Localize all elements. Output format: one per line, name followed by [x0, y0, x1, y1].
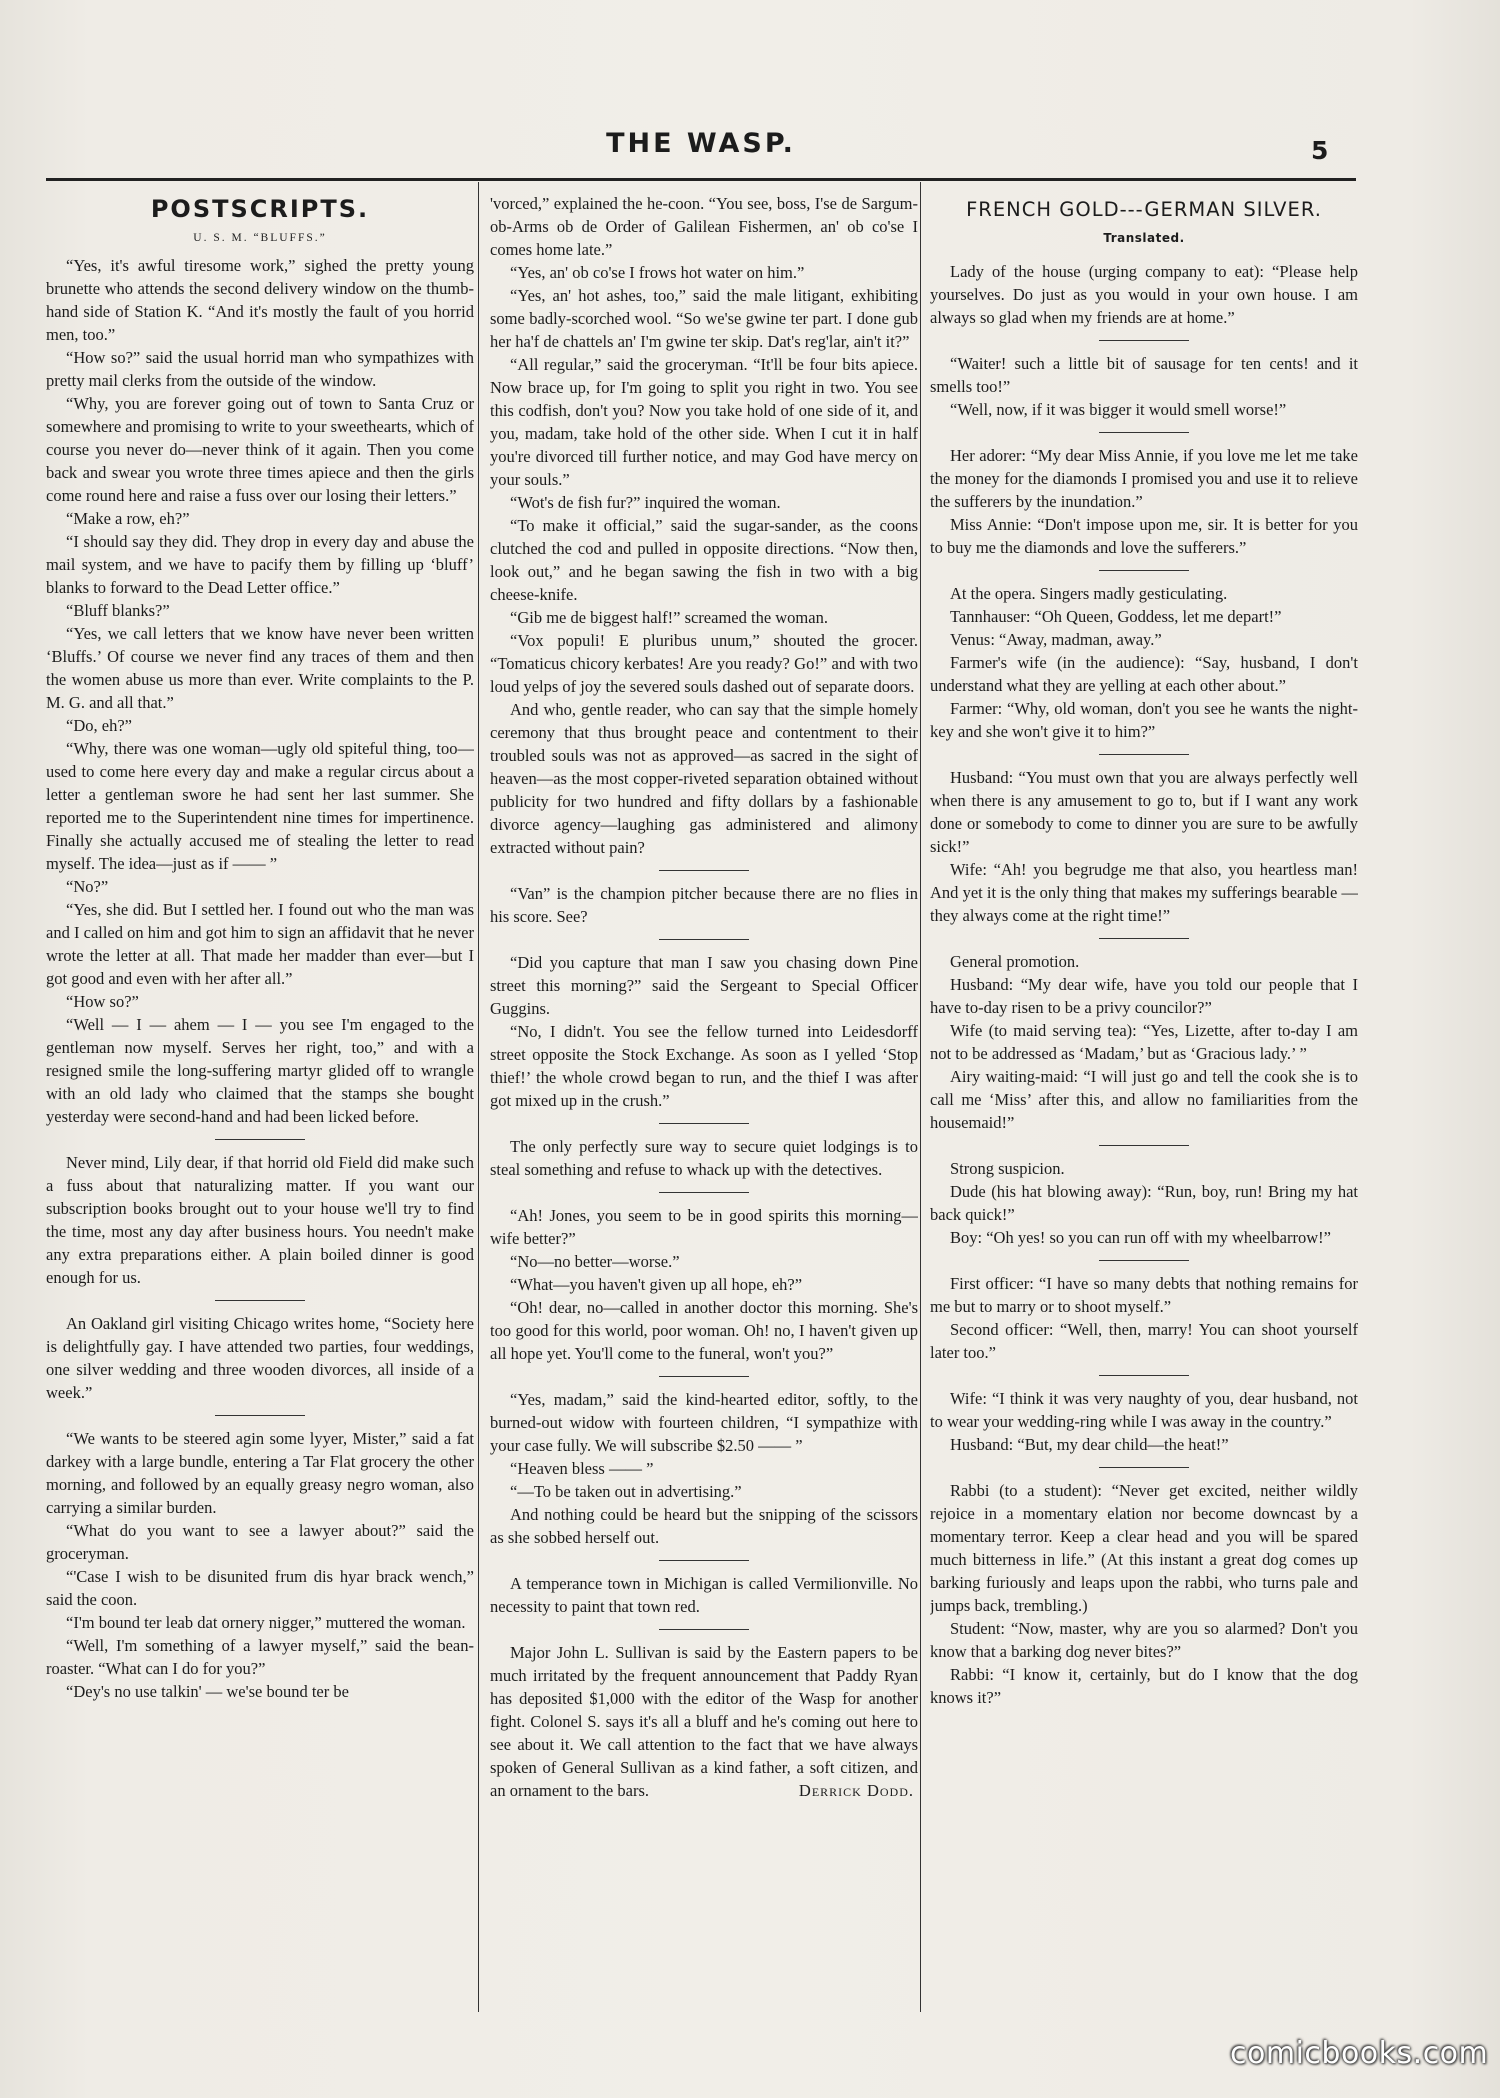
paragraph: “No—no better—worse.” [510, 1252, 680, 1271]
postscripts-subhead: U. S. M. “BLUFFS.” [193, 232, 327, 244]
section-divider [659, 1123, 749, 1124]
paragraph: “Gib me de biggest half!” screamed the woman. [510, 608, 828, 627]
paragraph: Wife: “I think it was very naughty of you, dear husband, not to wear your wedding-ring while I was away in the country.” [930, 1389, 1358, 1431]
paragraph: “All regular,” said the groceryman. “It'll be four bits apiece. Now brace up, for I'm going to split you right in two. You see this codfish, don't you? Now you take hold of one side of it, and you, madam, take hold of the other side. When I cut it in half you're divorced till further notice, and may God have mercy on your souls.” [490, 355, 918, 489]
section-divider [215, 1139, 305, 1140]
paragraph: “Wot's de fish fur?” inquired the woman. [510, 493, 781, 512]
paragraph: “—To be taken out in advertising.” [510, 1482, 742, 1501]
paragraph: “How so?” said the usual horrid man who sympathizes with pretty mail clerks from the outside of the window. [46, 348, 474, 390]
paragraph: Rabbi (to a student): “Never get excited, neither wildly rejoice in a momentary elation nor become downcast by a momentary terror. Keep a clear head and you will be spared much bitterness in life.” (At this instant a great dog comes up barking furiously and leaps upon the rabbi, who turns pale and jumps back, trembling.) [930, 1481, 1358, 1615]
section-divider [1099, 340, 1189, 341]
section-divider [1099, 1375, 1189, 1376]
paragraph: “Yes, she did. But I settled her. I found out who the man was and I called on him and got him to sign an affidavit that he never wrote the letter at all. That made her madder than ever—but I got good and even with her after all.” [46, 900, 474, 988]
paragraph: Husband: “But, my dear child—the heat!” [950, 1435, 1229, 1454]
section-divider [1099, 1467, 1189, 1468]
paragraph: “Ah! Jones, you seem to be in good spirits this morning—wife better?” [490, 1206, 918, 1248]
paragraph: “No, I didn't. You see the fellow turned into Leidesdorff street opposite the Stock Exchange. As soon as I yelled ‘Stop thief!’ the whole crowd began to run, and the thief I was after got mixed up in the crush.” [490, 1022, 918, 1110]
section-divider [1099, 1145, 1189, 1146]
paragraph: “To make it official,” said the sugar-sander, as the coons clutched the cod and pulled in opposite directions. “Now then, look out,” and he began sawing the fish in two with a big cheese-knife. [490, 516, 918, 604]
paragraph: The only perfectly sure way to secure quiet lodgings is to steal something and refuse to whack up with the detectives. [490, 1137, 918, 1179]
section-divider [659, 939, 749, 940]
paragraph: An Oakland girl visiting Chicago writes home, “Society here is delightfully gay. I have attended two parties, four weddings, one silver wedding and three wooden divorces, all inside of a week.” [46, 1314, 474, 1402]
paragraph: “Yes, it's awful tiresome work,” sighed the pretty young brunette who attends the second delivery window on the thumb-hand side of Station K. “And it's mostly the fault of you horrid men, too.” [46, 256, 474, 344]
paragraph: “Well, I'm something of a lawyer myself,” said the bean-roaster. “What can I do for you?” [46, 1636, 474, 1678]
paragraph: Wife: “Ah! you begrudge me that also, you heartless man! And yet it is the only thing that makes my sufferings bearable — they always come at the right time!” [930, 860, 1358, 925]
paragraph: First officer: “I have so many debts that nothing remains for me but to marry or to shoot myself.” [930, 1274, 1358, 1316]
section-divider [215, 1300, 305, 1301]
paragraph: Husband: “You must own that you are always perfectly well when there is any amusement to go to, but if I want any work done or somebody to come to dinner you are sure to be awfully sick!” [930, 768, 1358, 856]
paragraph: “What—you haven't given up all hope, eh?” [510, 1275, 803, 1294]
paragraph: And who, gentle reader, who can say that the simple homely ceremony that thus brought peace and contentment to their troubled souls was not as approved—as sacred in the sight of heaven—as the most copper-riveted separation obtained without publicity for two hundred and fifty dollars by a fashionable divorce agency—laughing gas administered and alimony extracted without pain? [490, 700, 918, 857]
paragraph: “How so?” [66, 992, 139, 1011]
paragraph: “I'm bound ter leab dat ornery nigger,” muttered the woman. [66, 1613, 466, 1632]
header-rule [46, 178, 1356, 181]
section-divider [659, 870, 749, 871]
paragraph: “Vox populi! E pluribus unum,” shouted the grocer. “Tomaticus chicory kerbates! Are you ready? Go!” and with two loud yelps of joy the severed souls dashed out of separate doors. [490, 631, 918, 696]
paragraph: And nothing could be heard but the snipping of the scissors as she sobbed herself out. [490, 1505, 918, 1547]
paragraph: “Yes, we call letters that we know have never been written ‘Bluffs.’ Of course we never find any traces of them and then the women abuse us more than ever. Write complaints to the P. M. G. and all that.” [46, 624, 474, 712]
paragraph: “What do you want to see a lawyer about?” said the groceryman. [46, 1521, 474, 1563]
paragraph: “Van” is the champion pitcher because there are no flies in his score. See? [490, 884, 918, 926]
paragraph: Farmer's wife (in the audience): “Say, husband, I don't understand what they are yelling at each other about.” [930, 653, 1358, 695]
paragraph: Student: “Now, master, why are you so alarmed? Don't you know that a barking dog never bites?” [930, 1619, 1358, 1661]
running-head: THE WASP. [606, 128, 796, 159]
section-divider [1099, 1260, 1189, 1261]
watermark: comicbooks.com [1230, 2036, 1489, 2071]
paragraph: “'Case I wish to be disunited frum dis hyar brack wench,” said the coon. [46, 1567, 474, 1609]
section-divider [215, 1415, 305, 1416]
paragraph: At the opera. Singers madly gesticulating. [950, 584, 1228, 603]
paragraph: “Why, you are forever going out of town to Santa Cruz or somewhere and promising to write to your sweethearts, which of course you never do—never think of it again. Then you come back and swear you wrote three times apiece and then the girls come round here and raise a fuss over our losing their letters.” [46, 394, 474, 505]
column-rule-1 [478, 182, 479, 2012]
column-1 [46, 192, 474, 2022]
paragraph: Venus: “Away, madman, away.” [950, 630, 1162, 649]
paragraph: 'vorced,” explained the he-coon. “You see, boss, I'se de Sargum-ob-Arms ob de Order of Galilean Fishermen, an' ob co'se I comes home late.” [490, 194, 918, 259]
paragraph: Airy waiting-maid: “I will just go and tell the cook she is to call me ‘Miss’ after this, and allow no familiarities from the housemaid!” [930, 1067, 1358, 1132]
paragraph: “Waiter! such a little bit of sausage for ten cents! and it smells too!” [930, 354, 1358, 396]
section-divider [1099, 754, 1189, 755]
section-divider [659, 1560, 749, 1561]
section-divider [659, 1376, 749, 1377]
section-divider [1099, 938, 1189, 939]
paragraph: “Yes, an' hot ashes, too,” said the male litigant, exhibiting some badly-scorched wool. “So we'se gwine ter part. I done gub her ha'f de chattels an' I'm gwine ter skip. Dat's reg'lar, ain't it?” [490, 286, 918, 351]
paragraph: Second officer: “Well, then, marry! You can shoot yourself later too.” [930, 1320, 1358, 1362]
paragraph: Rabbi: “I know it, certainly, but do I know that the dog knows it?” [930, 1665, 1358, 1707]
translated-subhead: Translated. [1103, 231, 1185, 245]
paragraph: Miss Annie: “Don't impose upon me, sir. It is better for you to buy me the diamonds and love the sufferers.” [930, 515, 1358, 557]
paragraph: “Why, there was one woman—ugly old spiteful thing, too—used to come here every day and make a regular circus about a letter a gentleman swore he had sent her last summer. She reported me to the Superintendent nine times for impertinence. Finally she actually accused me of stealing the letter to read myself. The idea—just as if —— ” [46, 739, 474, 873]
paragraph: “Well — I — ahem — I — you see I'm engaged to the gentleman now myself. Serves her right, too,” and with a resigned smile the long-suffering martyr glided off to wrangle with an old lady who claimed that the stamps she bought yesterday were second-hand and had been licked before. [46, 1015, 474, 1126]
paragraph: Husband: “My dear wife, have you told our people that I have to-day risen to be a privy councilor?” [930, 975, 1358, 1017]
paragraph: “We wants to be steered agin some lyyer, Mister,” said a fat darkey with a large bundle, entering a Tar Flat grocery the other morning, and followed by an equally greasy negro woman, also carrying a similar burden. [46, 1429, 474, 1517]
paragraph: Dude (his hat blowing away): “Run, boy, run! Bring my hat back quick!” [930, 1182, 1358, 1224]
paragraph: Her adorer: “My dear Miss Annie, if you love me let me take the money for the diamonds I promised you and use it to relieve the sufferers by the inundation.” [930, 446, 1358, 511]
paragraph: Tannhauser: “Oh Queen, Goddess, let me depart!” [950, 607, 1282, 626]
paragraph: Wife (to maid serving tea): “Yes, Lizette, after to-day I am not to be addressed as ‘Madam,’ but as ‘Gracious lady.’ ” [930, 1021, 1358, 1063]
column-rule-2 [920, 182, 921, 2012]
paragraph: “Well, now, if it was bigger it would smell worse!” [950, 400, 1287, 419]
paragraph: Boy: “Oh yes! so you can run off with my wheelbarrow!” [950, 1228, 1331, 1247]
paragraph: “Bluff blanks?” [66, 601, 170, 620]
page-number: 5 [1311, 136, 1329, 165]
paragraph: Major John L. Sullivan is said by the Eastern papers to be much irritated by the frequent announcement that Paddy Ryan has deposited $1,000 with the editor of the Wasp for another fight. Colonel S. says it's all a bluff and he's coming out here to see about it. We call attention to the fact that we have always spoken of General Sullivan as a kind father, a soft citizen, and an ornament to the bars. [490, 1643, 918, 1800]
postscripts-title: POSTSCRIPTS. [150, 195, 370, 223]
paragraph: “Dey's no use talkin' — we'se bound ter be [66, 1682, 349, 1701]
paragraph: “Do, eh?” [66, 716, 132, 735]
paragraph: “Yes, madam,” said the kind-hearted editor, softly, to the burned-out widow with fourteen children, “I sympathize with your case fully. We will subscribe $2.50 —— ” [490, 1390, 918, 1455]
paragraph: Lady of the house (urging company to eat): “Please help yourselves. Do just as you would in your own house. I am always so glad when my friends are at home.” [930, 262, 1358, 327]
paragraph: “Heaven bless —— ” [510, 1459, 654, 1478]
paragraph: Farmer: “Why, old woman, don't you see he wants the night-key and she won't give it to him?” [930, 699, 1358, 741]
paragraph: “Make a row, eh?” [66, 509, 190, 528]
paragraph: “Yes, an' ob co'se I frows hot water on him.” [510, 263, 805, 282]
byline: Derrick Dodd. [798, 1781, 914, 1800]
section-divider [659, 1629, 749, 1630]
section-divider [659, 1192, 749, 1193]
paragraph: “No?” [66, 877, 109, 896]
paragraph: “I should say they did. They drop in every day and abuse the mail system, and we have to pacify them by filling up ‘bluff’ blanks to forward to the Dead Letter office.” [46, 532, 474, 597]
french-gold-title: FRENCH GOLD---GERMAN SILVER. [966, 198, 1322, 221]
paragraph: “Did you capture that man I saw you chasing down Pine street this morning?” said the Sergeant to Special Officer Guggins. [490, 953, 918, 1018]
section-divider [1099, 570, 1189, 571]
paragraph: Never mind, Lily dear, if that horrid old Field did make such a fuss about that naturalizing matter. If you want our subscription books brought out to your house we'll try to find the time, most any day after business hours. You needn't make any extra preparations either. A plain boiled dinner is good enough for us. [46, 1153, 474, 1287]
paragraph: General promotion. [950, 952, 1080, 971]
section-divider [1099, 432, 1189, 433]
column-3 [930, 192, 1358, 2022]
paragraph: “Oh! dear, no—called in another doctor this morning. She's too good for this world, poor woman. Oh! no, I haven't given up all hope yet. You'll come to the funeral, won't you?” [490, 1298, 918, 1363]
paragraph: Strong suspicion. [950, 1159, 1065, 1178]
paragraph: A temperance town in Michigan is called Vermilionville. No necessity to paint that town red. [490, 1574, 918, 1616]
column-2 [490, 192, 918, 2022]
